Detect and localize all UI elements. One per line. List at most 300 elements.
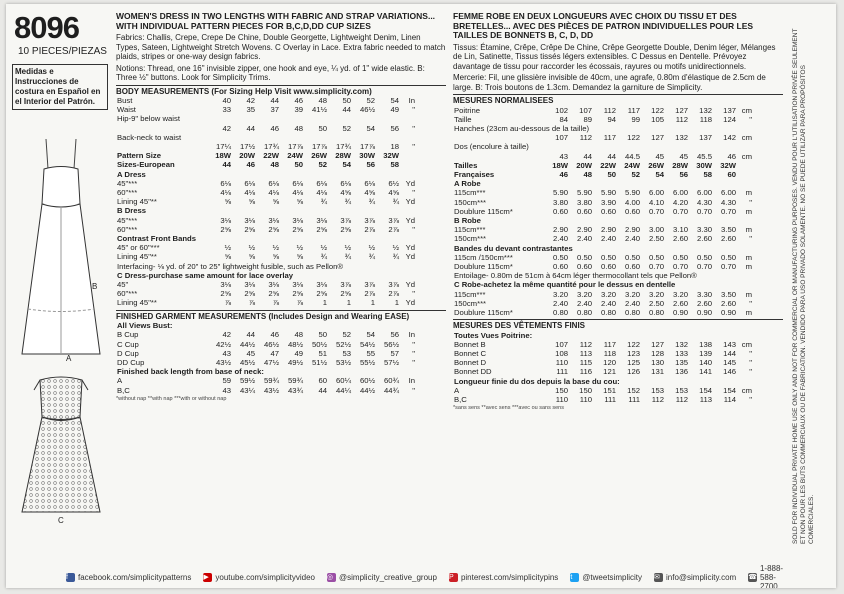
table-row xyxy=(453,207,753,216)
row-value: 2.40 xyxy=(601,298,616,308)
row-value: 0.60 xyxy=(625,206,640,216)
row-value: 44½ xyxy=(240,339,255,349)
row-value: 138 xyxy=(699,339,712,349)
row-value: 56½ xyxy=(384,339,399,349)
table-row xyxy=(116,280,416,289)
row-label: 115cm*** xyxy=(454,225,486,235)
row-label: Pattern Size xyxy=(117,151,162,161)
row-unit: cm xyxy=(741,151,752,161)
row-value: 5.90 xyxy=(625,188,640,198)
row-value: 44 xyxy=(222,160,231,170)
row-value: 50 xyxy=(607,169,616,179)
row-unit: cm xyxy=(741,105,752,115)
row-value: 3.00 xyxy=(649,225,664,235)
table-row xyxy=(453,161,753,170)
row-value: 3.20 xyxy=(649,289,664,299)
footer-link[interactable] xyxy=(449,564,558,588)
social-footer xyxy=(66,564,786,588)
row-value: 49 xyxy=(390,105,399,115)
row-value: 45½ xyxy=(240,357,255,367)
row-unit: " xyxy=(412,339,415,349)
row-value: 2.40 xyxy=(577,234,592,244)
row-value: 84 xyxy=(559,114,568,124)
row-unit: " xyxy=(749,395,752,405)
table-row xyxy=(116,179,416,188)
row-value: 32W xyxy=(720,160,736,170)
row-value: 57½ xyxy=(384,357,399,367)
table-row xyxy=(453,216,753,225)
row-label: Bonnet C xyxy=(454,349,487,359)
row-value: 49 xyxy=(294,348,303,358)
row-value: 59¾ xyxy=(264,376,279,386)
row-value: 33 xyxy=(222,105,231,115)
row-value xyxy=(232,114,256,123)
row-value: 2.40 xyxy=(625,234,640,244)
row-value: 2⅝ xyxy=(268,224,279,234)
row-value: ½ xyxy=(320,243,327,253)
row-unit xyxy=(737,170,753,179)
row-value: 3⅛ xyxy=(244,280,255,290)
table-row xyxy=(116,133,416,142)
row-value: 137 xyxy=(723,105,736,115)
row-value: 132 xyxy=(699,105,712,115)
row-value xyxy=(232,133,256,142)
row-value: 2.60 xyxy=(721,234,736,244)
row-value: 154 xyxy=(723,385,736,395)
row-value xyxy=(593,216,617,225)
row-unit: Yd xyxy=(405,298,415,308)
row-value: 4.20 xyxy=(673,197,688,207)
row-value: 126 xyxy=(627,367,640,377)
row-label: A Robe xyxy=(454,179,481,189)
row-value: 3.10 xyxy=(673,225,688,235)
row-unit xyxy=(737,179,753,188)
table-row xyxy=(453,271,753,280)
row-value: 0.60 xyxy=(553,261,568,271)
row-value xyxy=(328,321,352,330)
row-value: 5.90 xyxy=(601,188,616,198)
row-value: 44¼ xyxy=(336,385,351,395)
row-value: 4.00 xyxy=(625,197,640,207)
row-value: 0.60 xyxy=(601,261,616,271)
row-value: 17¾ xyxy=(336,142,351,152)
row-value: 42 xyxy=(246,96,255,105)
row-value: 3.20 xyxy=(553,289,568,299)
row-value xyxy=(208,170,232,179)
row-value: 6⅛ xyxy=(340,178,351,188)
row-value: 26W xyxy=(311,151,327,161)
row-value: 17⅞ xyxy=(288,142,303,152)
row-value: 4⅝ xyxy=(364,188,375,198)
social-icon: t xyxy=(570,573,579,582)
row-value xyxy=(280,234,304,243)
row-value: 2.60 xyxy=(697,234,712,244)
table-row xyxy=(453,395,753,404)
english-body-heading: BODY MEASUREMENTS (For Sizing Help Visit www.simplicity.com) xyxy=(116,85,446,97)
row-label: 115cm*** xyxy=(454,188,486,198)
row-label: Bust xyxy=(117,96,133,105)
dress-figure-c xyxy=(16,372,106,522)
row-value xyxy=(641,216,665,225)
row-value: 2⅝ xyxy=(244,289,255,299)
row-value xyxy=(713,216,737,225)
row-value: 6.00 xyxy=(721,188,736,198)
row-value: 48 xyxy=(270,160,279,170)
row-value: 136 xyxy=(675,367,688,377)
row-value: 2⅞ xyxy=(388,224,399,234)
row-value: 0.80 xyxy=(553,307,568,317)
row-unit: " xyxy=(412,123,415,133)
row-unit: Yd xyxy=(405,243,415,253)
table-row xyxy=(453,225,753,234)
row-unit xyxy=(400,160,416,169)
footer-link[interactable] xyxy=(748,564,786,588)
row-value: 22W xyxy=(600,160,616,170)
row-value xyxy=(376,133,400,142)
row-value: 60¼ xyxy=(336,376,351,386)
row-value: 117 xyxy=(627,105,640,115)
footer-link[interactable] xyxy=(570,564,642,588)
row-label: Lining 45"** xyxy=(117,197,157,207)
table-row xyxy=(453,290,753,299)
row-value: 6.00 xyxy=(697,188,712,198)
row-value: 0.70 xyxy=(649,261,664,271)
row-value: ¾ xyxy=(392,252,399,262)
table-row xyxy=(116,142,416,151)
table-row xyxy=(116,96,416,105)
footer-link[interactable] xyxy=(203,564,315,588)
row-value xyxy=(232,234,256,243)
row-value: 3⅛ xyxy=(220,280,231,290)
row-unit: m xyxy=(745,225,752,235)
row-value: 128 xyxy=(651,349,664,359)
row-value: 22W xyxy=(263,151,279,161)
row-value: 43½ xyxy=(216,357,231,367)
row-value: 0.60 xyxy=(625,261,640,271)
table-row xyxy=(453,299,753,308)
row-value: 6⅛ xyxy=(220,178,231,188)
row-value xyxy=(376,114,400,123)
row-label: DD Cup xyxy=(117,357,145,367)
english-finished-heading: FINISHED GARMENT MEASUREMENTS (Includes Design and Wearing EASE) xyxy=(116,310,446,322)
row-value: 20W xyxy=(239,151,255,161)
row-value xyxy=(352,133,376,142)
row-value: 2⅝ xyxy=(244,224,255,234)
row-value xyxy=(304,170,328,179)
row-value: 110 xyxy=(555,395,568,405)
row-value: 30W xyxy=(696,160,712,170)
table-row xyxy=(116,243,416,252)
row-value: 52 xyxy=(318,160,327,170)
row-value: 46 xyxy=(559,169,568,179)
row-value: 0.50 xyxy=(553,252,568,262)
pattern-envelope-back xyxy=(6,4,836,588)
row-value: 116 xyxy=(579,367,592,377)
row-value xyxy=(256,114,280,123)
row-value: 3.50 xyxy=(721,289,736,299)
row-value: 46½ xyxy=(360,105,375,115)
row-value: 17⅞ xyxy=(312,142,327,152)
row-value: 3⅞ xyxy=(388,215,399,225)
row-value: 112 xyxy=(603,105,616,115)
footer-link[interactable] xyxy=(327,564,437,588)
row-value: 57 xyxy=(390,348,399,358)
row-value: 54 xyxy=(366,123,375,133)
row-label xyxy=(453,152,545,161)
row-unit xyxy=(400,114,416,123)
row-value: 3.90 xyxy=(601,197,616,207)
row-value: 59 xyxy=(222,376,231,386)
row-value: 99 xyxy=(631,114,640,124)
table-row xyxy=(116,216,416,225)
row-value xyxy=(328,114,352,123)
row-value: 44 xyxy=(246,330,255,340)
row-value: 3⅛ xyxy=(292,215,303,225)
row-value: 0.70 xyxy=(697,261,712,271)
row-value: 6½ xyxy=(388,178,399,188)
row-value: 47 xyxy=(270,348,279,358)
row-value: 47½ xyxy=(264,357,279,367)
row-value xyxy=(304,114,328,123)
row-value: 2.90 xyxy=(553,225,568,235)
row-value xyxy=(352,206,376,215)
row-value: ¾ xyxy=(368,197,375,207)
figure-b-label: B xyxy=(92,282,98,291)
english-fabrics: Fabrics: Challis, Crepe, Crepe De Chine, Double Georgette, Lightweight Denim, Linen Types, Sateen, Lightweight Stretch Wovens. C Overlay in Lace. Extra fabric needed to match plaids, stripes or one-way design fabrics. xyxy=(116,33,446,61)
row-value: 60 xyxy=(318,376,327,386)
row-value: 0.70 xyxy=(649,206,664,216)
row-unit: " xyxy=(412,289,415,299)
row-value: 131 xyxy=(651,367,664,377)
row-value: 2.60 xyxy=(697,298,712,308)
row-value: 48 xyxy=(318,96,327,105)
row-value: 48 xyxy=(294,123,303,133)
table-row xyxy=(453,280,753,289)
row-value: 153 xyxy=(651,385,664,395)
row-value: 4.30 xyxy=(721,197,736,207)
row-value: 3.20 xyxy=(601,289,616,299)
table-row xyxy=(116,160,416,169)
row-label: Lining 45"** xyxy=(117,252,157,262)
row-value: 28W xyxy=(335,151,351,161)
social-icon: P xyxy=(449,573,458,582)
row-unit: m xyxy=(745,289,752,299)
row-unit: Yd xyxy=(405,215,415,225)
row-value: 44 xyxy=(583,151,592,161)
table-row xyxy=(453,308,753,317)
row-value: 107 xyxy=(555,133,568,143)
row-value xyxy=(617,179,641,188)
table-row xyxy=(453,234,753,243)
row-unit: m xyxy=(745,307,752,317)
table-row xyxy=(116,386,416,395)
row-label: Doublure 115cm* xyxy=(454,261,513,271)
row-value: ½ xyxy=(272,243,279,253)
english-title: WOMEN'S DRESS IN TWO LENGTHS WITH FABRIC AND STRAP VARIATIONS... WITH INDIVIDUAL PATTERN PIECES FOR B,C,D,DD CUP SIZES xyxy=(116,11,436,31)
row-unit xyxy=(400,151,416,160)
row-label: Taille xyxy=(454,114,472,124)
row-value: 113 xyxy=(699,395,712,405)
row-label: Dos (encolure à taille) xyxy=(454,142,529,152)
row-value: 2⅞ xyxy=(364,224,375,234)
row-value: 3⅛ xyxy=(220,215,231,225)
row-value xyxy=(376,234,400,243)
row-value: 17¼ xyxy=(216,142,231,152)
row-value xyxy=(665,216,689,225)
row-label: 45" or 60"*** xyxy=(117,243,160,253)
spanish-note: Medidas e Instrucciones de costura en Español en el Interior del Patrón. xyxy=(12,64,108,110)
row-value: 3⅞ xyxy=(364,280,375,290)
row-value: 137 xyxy=(699,133,712,143)
row-value: ⅝ xyxy=(248,197,255,207)
row-value: 54 xyxy=(342,160,351,170)
row-value: 0.70 xyxy=(673,206,688,216)
row-unit xyxy=(400,133,416,142)
row-value: 2.40 xyxy=(625,298,640,308)
row-value: 2.40 xyxy=(577,298,592,308)
row-unit: " xyxy=(749,114,752,124)
row-value: 48 xyxy=(583,169,592,179)
row-value: 2.60 xyxy=(673,298,688,308)
row-value: 0.50 xyxy=(601,252,616,262)
row-value: 3.20 xyxy=(673,289,688,299)
row-value: 41½ xyxy=(312,105,327,115)
row-label: Contrast Front Bands xyxy=(117,234,197,244)
row-label: Longueur finie du dos depuis la base du cou: xyxy=(454,376,620,386)
french-column xyxy=(453,12,783,414)
row-unit: In xyxy=(408,96,415,105)
row-value: ½ xyxy=(368,243,375,253)
footer-link[interactable] xyxy=(66,564,191,588)
row-value: 46 xyxy=(294,96,303,105)
social-icon: ◎ xyxy=(327,573,336,582)
row-value: 0.60 xyxy=(601,206,616,216)
row-value: 4⅛ xyxy=(220,188,231,198)
row-value: 1 xyxy=(346,298,351,308)
row-unit xyxy=(400,321,416,330)
row-value xyxy=(256,133,280,142)
row-value: 2⅝ xyxy=(220,224,231,234)
row-unit: " xyxy=(749,197,752,207)
table-row xyxy=(116,262,416,271)
row-value: 108 xyxy=(555,349,568,359)
row-label: C Cup xyxy=(117,339,139,349)
row-value: 3⅛ xyxy=(292,280,303,290)
row-value: 122 xyxy=(651,105,664,115)
row-value: 3⅛ xyxy=(268,280,279,290)
row-value: 127 xyxy=(651,339,664,349)
row-value: 42 xyxy=(222,330,231,340)
row-value: 2⅝ xyxy=(340,224,351,234)
footer-link-text: @simplicity_creative_group xyxy=(339,573,437,582)
row-unit: m xyxy=(745,252,752,262)
row-value: 6⅛ xyxy=(292,178,303,188)
row-value: 146 xyxy=(723,367,736,377)
row-label xyxy=(453,133,545,142)
row-value: 1 xyxy=(370,298,375,308)
social-icon: ▶ xyxy=(203,573,212,582)
row-value: 48 xyxy=(294,330,303,340)
row-unit xyxy=(400,206,416,215)
row-value: 3.50 xyxy=(721,225,736,235)
row-value xyxy=(328,206,352,215)
table-row xyxy=(453,115,753,124)
table-row xyxy=(116,340,416,349)
table-row xyxy=(116,105,416,114)
figure-c-label: C xyxy=(58,516,64,525)
row-value: 50 xyxy=(342,96,351,105)
row-value: 0.60 xyxy=(577,206,592,216)
row-unit xyxy=(737,216,753,225)
row-value: 52 xyxy=(342,330,351,340)
row-value: 4⅛ xyxy=(268,188,279,198)
row-value: 54 xyxy=(390,96,399,105)
row-value: 50½ xyxy=(312,339,327,349)
row-value: 112 xyxy=(651,395,664,405)
row-value: 118 xyxy=(699,114,712,124)
row-value: 135 xyxy=(675,358,688,368)
row-label: 60"*** xyxy=(117,188,138,198)
row-value: 3.20 xyxy=(625,289,640,299)
english-notes: *without nap **with nap ***with or without nap xyxy=(116,395,227,402)
row-label: Hip-9" below waist xyxy=(117,114,180,124)
row-label: B Dress xyxy=(117,206,147,216)
row-value: 2.40 xyxy=(553,234,568,244)
row-value: 3⅞ xyxy=(364,215,375,225)
footer-link[interactable] xyxy=(654,564,736,588)
row-value: 2.40 xyxy=(553,298,568,308)
row-value xyxy=(328,170,352,179)
row-value xyxy=(280,206,304,215)
row-value: 2.90 xyxy=(625,225,640,235)
row-value xyxy=(280,170,304,179)
row-value: 26W xyxy=(648,160,664,170)
row-value: 18W xyxy=(552,160,568,170)
row-value: 143 xyxy=(723,339,736,349)
row-value xyxy=(328,133,352,142)
row-value: 43 xyxy=(559,151,568,161)
row-value: 0.80 xyxy=(577,307,592,317)
row-value: 0.50 xyxy=(697,252,712,262)
row-value: 44.5 xyxy=(625,151,640,161)
row-value: 18 xyxy=(390,142,399,152)
row-value: 113 xyxy=(579,349,592,359)
row-unit: cm xyxy=(741,339,752,349)
row-value: 48½ xyxy=(288,339,303,349)
row-value: 56 xyxy=(366,160,375,170)
row-value xyxy=(689,216,713,225)
table-row xyxy=(116,271,416,280)
row-unit: In xyxy=(408,330,415,340)
table-row xyxy=(453,262,753,271)
row-value: 50 xyxy=(318,330,327,340)
row-unit: " xyxy=(412,224,415,234)
row-value xyxy=(593,179,617,188)
row-unit: Yd xyxy=(405,280,415,290)
row-value: 141 xyxy=(699,367,712,377)
row-value: 118 xyxy=(603,349,616,359)
row-value: 2.90 xyxy=(601,225,616,235)
row-value xyxy=(641,179,665,188)
french-title: FEMME ROBE EN DEUX LONGUEURS AVEC CHOIX DU TISSU ET DES BRETELLES... AVEC DES PIÈCES DE PATRON INDIVIDUELLES POUR LES TAILLES DE BONNETS B, C, D, DD xyxy=(453,11,754,40)
row-value xyxy=(352,234,376,243)
row-value: 43¾ xyxy=(288,385,303,395)
row-value: 56 xyxy=(679,169,688,179)
table-row xyxy=(453,244,753,253)
row-value: 112 xyxy=(675,395,688,405)
row-unit: " xyxy=(412,142,415,152)
row-value: 44 xyxy=(342,105,351,115)
